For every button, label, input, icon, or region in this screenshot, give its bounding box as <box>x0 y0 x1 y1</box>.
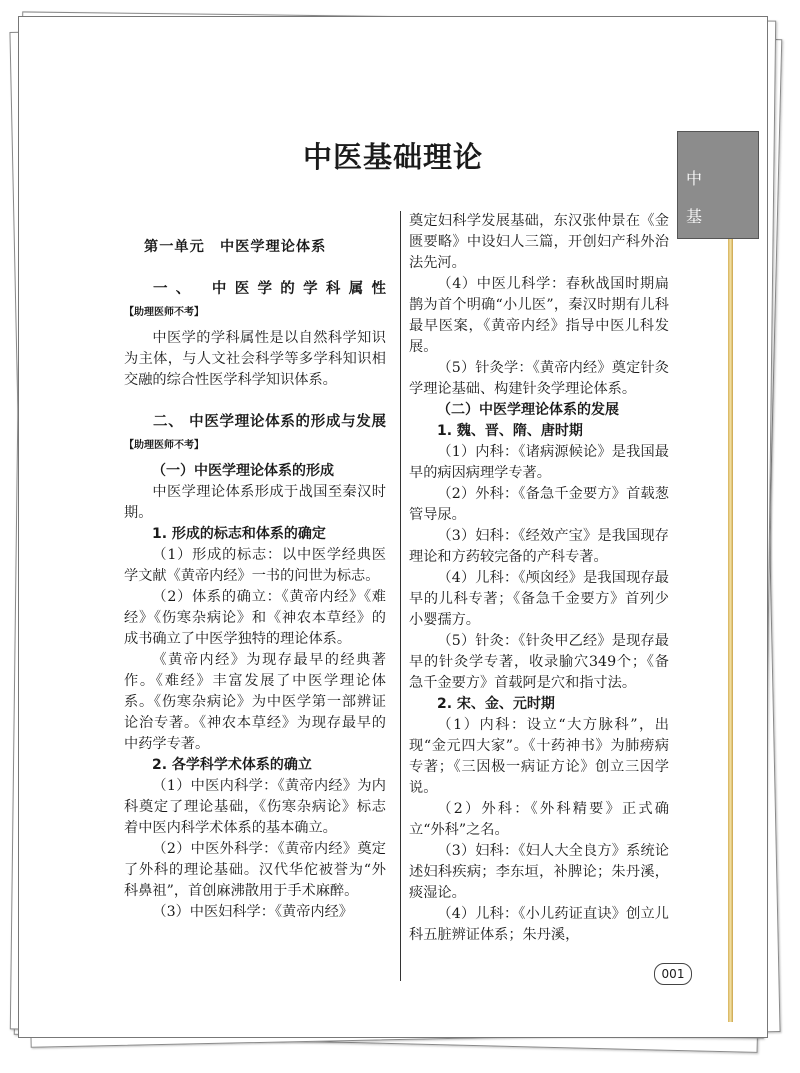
right-column <box>409 211 669 946</box>
left-column <box>124 211 386 923</box>
section-heading-2 <box>124 411 386 457</box>
page-title: 中医基础理论 <box>302 140 483 174</box>
paragraph: 奠定妇科学发展基础，东汉张仲景在《金匮要略》中设妇人三篇，开创妇产科外治法先河。 <box>409 213 669 271</box>
paragraph: （1）形成的标志：以中医学经典医学文献《黄帝内经》一书的问世为标志。 <box>124 547 386 584</box>
section-heading-text: 一、 中医学的学科属性 <box>153 281 386 297</box>
section-heading-text: 二、 中医学理论体系的形成与发展 <box>153 414 386 430</box>
paragraph: 《黄帝内经》为现存最早的经典著作。《难经》丰富发展了中医学理论体系。《伤寒杂病论》为中医学第一部辨证论治专著。《神农本草经》为现存最早的中药学专著。 <box>124 652 386 752</box>
paragraph: （4）儿科：《颅囟经》是我国现存最早的儿科专著；《备急千金要方》首列少小婴孺方。 <box>409 570 669 628</box>
paragraph: （1）中医内科学：《黄帝内经》为内科奠定了理论基础，《伤寒杂病论》标志着中医内科学术体系的基本确立。 <box>124 778 386 836</box>
item-heading: 1. 魏、晋、隋、唐时期 <box>437 423 583 439</box>
paragraph: （3）中医妇科学：《黄帝内经》 <box>152 904 353 920</box>
unit-heading: 第一单元 中医学理论体系 <box>144 239 327 255</box>
item-heading: 2. 宋、金、元时期 <box>437 696 555 712</box>
paragraph: （1）内科：设立“大方脉科”，出现“金元四大家”。《十药神书》为肺痨病专著；《三因极一病证方论》创立三因学说。 <box>409 717 669 796</box>
book-page <box>18 16 768 1038</box>
column-divider <box>400 211 401 981</box>
exam-note: 【助理医师不考】 <box>124 440 204 451</box>
paragraph: （2）外科：《外科精要》正式确立“外科”之名。 <box>409 801 669 838</box>
paragraph: 中医学理论体系形成于战国至秦汉时期。 <box>124 484 386 521</box>
paragraph: （5）针灸学：《黄帝内经》奠定针灸学理论基础、构建针灸学理论体系。 <box>409 360 669 397</box>
paragraph: （2）中医外科学：《黄帝内经》奠定了外科的理论基础。汉代华佗被誉为“外科鼻祖”，首创麻沸散用于手术麻醉。 <box>124 841 386 899</box>
paragraph: （5）针灸：《针灸甲乙经》是现存最早的针灸学专著，收录腧穴349个；《备急千金要方》首载阿是穴和指寸法。 <box>409 633 669 691</box>
section-heading-1 <box>124 278 386 324</box>
subsection-heading: （一）中医学理论体系的形成 <box>152 463 334 479</box>
page-number: 001 <box>654 963 692 985</box>
paragraph: 中医学的学科属性是以自然科学知识为主体，与人文社会科学等多学科知识相交融的综合性医学科学知识体系。 <box>124 330 386 388</box>
item-heading: 1. 形成的标志和体系的确定 <box>152 526 326 542</box>
exam-note: 【助理医师不考】 <box>124 307 204 318</box>
paragraph: （4）儿科：《小儿药证直诀》创立儿科五脏辨证体系；朱丹溪， <box>409 906 669 943</box>
subsection-heading: （二）中医学理论体系的发展 <box>437 402 619 418</box>
side-tab-char-1: 中 <box>686 169 703 188</box>
item-heading: 2. 各学科学术体系的确立 <box>152 757 312 773</box>
paragraph: （3）妇科：《妇人大全良方》系统论述妇科疾病；李东垣，补脾论；朱丹溪，痰湿论。 <box>409 843 669 901</box>
paragraph: （3）妇科：《经效产宝》是我国现存理论和方药较完备的产科专著。 <box>409 528 669 565</box>
paragraph: （1）内科：《诸病源候论》是我国最早的病因病理学专著。 <box>409 444 669 481</box>
side-tab-char-2: 基 <box>686 207 703 226</box>
paragraph: （2）外科：《备急千金要方》首载葱管导尿。 <box>409 486 669 523</box>
paragraph: （2）体系的确立：《黄帝内经》《难经》《伤寒杂病论》和《神农本草经》的成书确立了中医学独特的理论体系。 <box>124 589 386 647</box>
page-edge-decoration <box>728 137 733 1022</box>
paragraph: （4）中医儿科学：春秋战国时期扁鹊为首个明确“小儿医”，秦汉时期有儿科最早医案，《黄帝内经》指导中医儿科发展。 <box>409 276 669 355</box>
